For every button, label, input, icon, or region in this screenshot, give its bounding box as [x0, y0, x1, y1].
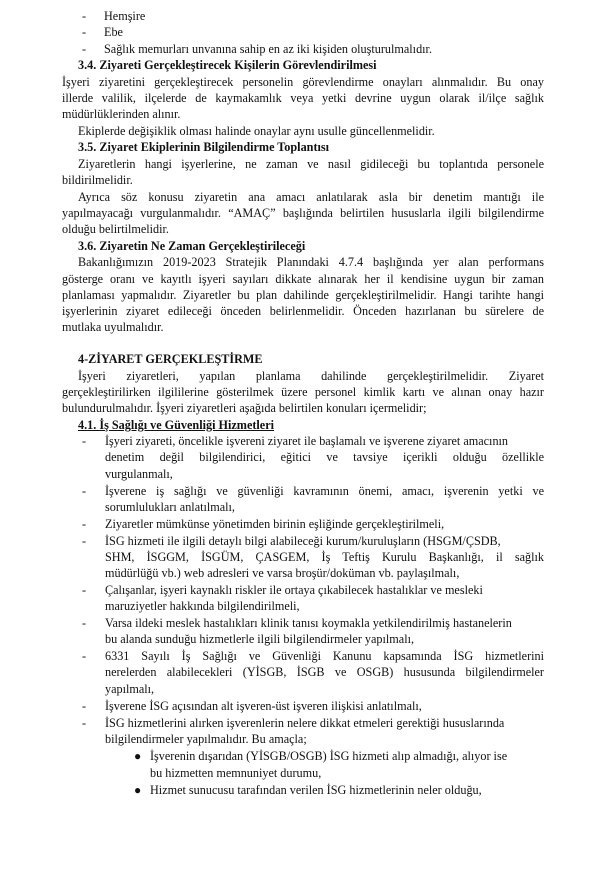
list-dash: - — [82, 484, 87, 498]
paragraph-line: İşyeri ziyaretini gerçekleştirecek personelin görevlendirme onayları alınmalıdır. Bu onay — [62, 75, 544, 89]
paragraph-line: müdürlüklerinden alınır. — [62, 107, 181, 121]
section-heading: 4-ZİYARET GERÇEKLEŞTİRME — [78, 352, 263, 366]
list-dash: - — [82, 434, 87, 448]
section-heading: 3.4. Ziyareti Gerçekleştirecek Kişilerin Görevlendirilmesi — [78, 58, 377, 72]
paragraph-line: gösterge oranı ve kayıtlı işyeri sayıları dikkate alınarak her il kendisine uygun bir zaman — [62, 272, 544, 286]
paragraph-line: Ekiplerde değişiklik olması halinde onaylar aynı usulle güncellenmelidir. — [78, 124, 435, 138]
list-item-line: İşverene iş sağlığı ve güvenliği kavramının önemi, amacı, işverenin yetki ve — [105, 484, 544, 498]
list-dash: - — [82, 517, 87, 531]
sub-list-item-line: bu hizmetten memnuniyet durumu, — [150, 766, 322, 780]
list-item-line: İşverene İSG açısından alt işveren-üst işveren ilişkisi anlatılmalı, — [105, 699, 422, 713]
list-dash: - — [82, 699, 87, 713]
sub-list-item-line: Hizmet sunucusu tarafından verilen İSG hizmetlerinin neler olduğu, — [150, 783, 482, 797]
paragraph-line: mutlaka uyulmalıdır. — [62, 320, 164, 334]
section-heading: 3.5. Ziyaret Ekiplerinin Bilgilendirme Toplantısı — [78, 140, 330, 154]
list-dash: - — [82, 583, 87, 597]
list-dash: - — [82, 534, 87, 548]
list-dash: - — [82, 42, 87, 56]
list-item-line: vurgulanmalı, — [105, 467, 173, 481]
list-item-line: sorumlulukları anlatılmalı, — [105, 500, 235, 514]
list-item-line: müdürlüğü vb.) web adresleri ve varsa broşür/doküman vb. paylaşılmalı, — [105, 566, 460, 580]
list-item-line: yapılmalı, — [105, 682, 155, 696]
list-item-line: Ziyaretler mümkünse yönetimden birinin eşliğinde gerçekleştirilmeli, — [105, 517, 445, 531]
section-heading: 4.1. İş Sağlığı ve Güvenliği Hizmetleri — [78, 418, 274, 432]
sub-list-item-line: İşverenin dışarıdan (YİSGB/OSGB) İSG hizmeti alıp almadığı, alıyor ise — [150, 749, 508, 763]
paragraph-line: bildirilmelidir. — [62, 173, 133, 187]
list-item-line: denetim değil bilgilendirici, eğitici ve tavsiye içerikli olduğu özellikle — [105, 450, 544, 464]
list-item-line: 6331 Sayılı İş Sağlığı ve Güvenliği Kanunu kapsamında İSG hizmetlerini — [105, 649, 544, 663]
paragraph-line: bulundurulmalıdır. İşyeri ziyaretleri aşağıda belirtilen konuları içermelidir; — [62, 401, 427, 415]
list-item-line: Varsa ildeki meslek hastalıkları klinik tanısı koymakla yetkilendirilmiş hastanelerin — [105, 616, 512, 630]
list-dash: - — [82, 649, 87, 663]
list-item-line: nerelerden alabilecekleri (YİSGB, İSGB ve OSGB) hususunda bilgilendirmeler — [105, 665, 544, 679]
paragraph-line: işyerlerinin ziyaret edileceği önceden belirlenmelidir. Önceden hazırlanan bu sürelere de — [62, 304, 544, 318]
list-item-line: İSG hizmetlerini alırken işverenlerin nelere dikkat etmeleri gerektiği hususlarında — [105, 716, 505, 730]
list-item-line: maruziyetler hakkında bilgilendirilmeli, — [105, 599, 300, 613]
list-item-line: İşyeri ziyareti, öncelikle işvereni ziyaret ile başlamalı ve işverene ziyaret amacının — [105, 434, 509, 448]
list-item: Hemşire — [104, 9, 146, 23]
list-item-line: İSG hizmeti ile ilgili detaylı bilgi alabileceği kurum/kuruluşların (HSGM/ÇSDB, — [105, 534, 501, 548]
paragraph-line: Ziyaretlerin hangi işyerlerine, ne zaman ve nasıl gidileceği bu toplantıda personele — [78, 157, 544, 171]
paragraph-line: planlaması yapmalıdır. Ziyaretler bu plan dahilinde gerçekleştirilmelidir. Hangi tarihte hangi — [62, 288, 544, 302]
paragraph-line: yapılmayacağı vurgulanmalıdır. “AMAÇ” başlığında belirtilen hususlarla ilgili bilgilendirme — [62, 206, 544, 220]
list-item: Sağlık memurları unvanına sahip en az iki kişiden oluşturulmalıdır. — [104, 42, 432, 56]
bullet-dot: ● — [134, 783, 142, 797]
list-dash: - — [82, 9, 87, 23]
list-item-line: SHM, İSGGM, İSGÜM, ÇASGEM, İş Teftiş Kurulu Başkanlığı, il sağlık — [105, 550, 544, 564]
list-item-line: bilgilendirmeler yapılmalıdır. Bu amaçla; — [105, 732, 307, 746]
paragraph-line: İşyeri ziyaretleri, yapılan planlama dahilinde gerçekleştirilmelidir. Ziyaret — [78, 369, 544, 383]
paragraph-line: gerçekleştirilirken ilgililerine gösterilmek üzere personel kimlik kartı ve alınan onay hazır — [62, 385, 544, 399]
section-heading: 3.6. Ziyaretin Ne Zaman Gerçekleştirileceği — [78, 239, 306, 253]
list-item-line: Çalışanlar, işyeri kaynaklı riskler ile ortaya çıkabilecek hastalıklar ve mesleki — [105, 583, 483, 597]
list-item-line: bu alanda sunduğu hizmetlerle ilgili bilgilendirmeler yapılmalı, — [105, 632, 415, 646]
list-dash: - — [82, 616, 87, 630]
paragraph-line: Bakanlığımızın 2019-2023 Stratejik Planındaki 4.7.4 başlığında yer alan performans — [78, 255, 544, 269]
list-dash: - — [82, 25, 87, 39]
paragraph-line: olduğu belirtilmelidir. — [62, 222, 169, 236]
paragraph-line: illerde valilik, ilçelerde de kaymakamlık veya yetki devrine uygun olarak il/ilçe sağlık — [62, 91, 544, 105]
list-dash: - — [82, 716, 87, 730]
paragraph-line: Ayrıca söz konusu ziyaretin ana amacı anlatılarak asla bir denetim mantığı ile — [78, 190, 544, 204]
list-item: Ebe — [104, 25, 123, 39]
bullet-dot: ● — [134, 749, 142, 763]
